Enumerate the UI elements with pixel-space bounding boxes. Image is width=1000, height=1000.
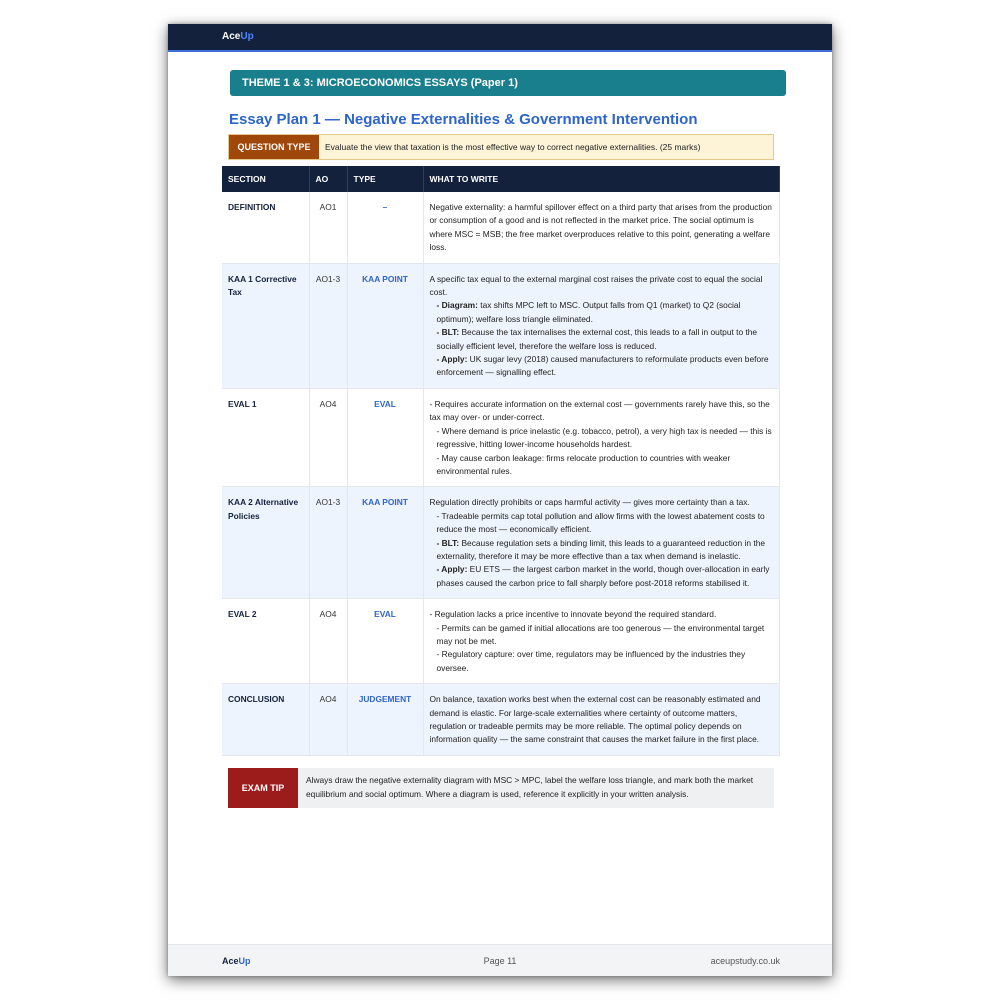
column-header: TYPE [347, 166, 423, 192]
content-line [430, 274, 763, 297]
what-to-write-cell [423, 192, 780, 263]
line-text: tax shifts MPC left to MSC. Output falls from Q1 (market) to Q2 (social optimum); welfare loss triangle eliminated. [436, 300, 741, 324]
what-to-write-cell [423, 599, 780, 684]
table-header-row [222, 166, 780, 192]
content-line [430, 622, 774, 649]
question-text: Evaluate the view that taxation is the most effective way to correct negative externalities. (25 marks) [325, 142, 701, 152]
table-row [222, 599, 780, 684]
ao-cell: AO4 [309, 684, 347, 756]
line-text: Negative externality: a harmful spillover effect on a third party that arises from the production or consumption of a good and is not reflected in the market price. The social optimum is where MSC = MSB; the free market overproduces relative to this point, generating a welfare loss. [429, 202, 772, 253]
brand-logo [222, 31, 254, 42]
line-text: A specific tax equal to the external marginal cost raises the private cost to equal the social cost. [429, 273, 763, 298]
what-to-write-cell [423, 487, 780, 599]
line-text: - Where demand is price inelastic (e.g. tobacco, petrol), a very high tax is needed — this is regressive, hitting lower-income households hardest. [436, 425, 772, 450]
exam-tip-text: Always draw the negative externality diagram with MSC > MPC, label the welfare loss triangle, and mark both the market equilibrium and social optimum. Where a diagram is used, reference it explicitly in your written analysis. [306, 775, 754, 799]
brand-prefix: Ace [222, 31, 241, 42]
content-line [430, 694, 761, 744]
column-header: AO [309, 166, 347, 192]
exam-tip-label: EXAM TIP [228, 768, 298, 808]
section-cell: CONCLUSION [222, 684, 309, 756]
type-cell: KAA POINT [347, 487, 423, 599]
ao-cell: AO1 [309, 192, 347, 263]
line-text: - Regulation lacks a price incentive to innovate beyond the required standard. [429, 609, 717, 620]
essay-title: Essay Plan 1 — Negative Externalities & Government Intervention [229, 111, 698, 128]
footer-url: aceupstudy.co.uk [710, 956, 780, 966]
type-cell: EVAL [347, 599, 423, 684]
line-text: - Requires accurate information on the external cost — governments rarely have this, so the tax may over- or under-correct. [429, 398, 770, 423]
line-text: - Permits can be gamed if initial allocations are too generous — the environmental target may not be met. [436, 622, 765, 646]
section-cell: EVAL 1 [222, 388, 309, 486]
ao-cell: AO4 [309, 599, 347, 684]
question-type-label: QUESTION TYPE [229, 135, 319, 159]
table-row [222, 192, 780, 263]
type-cell: JUDGEMENT [347, 684, 423, 756]
document-page [168, 24, 832, 976]
table-row [222, 388, 780, 486]
content-line [430, 353, 774, 380]
keyword-label: - BLT: [436, 537, 460, 548]
ao-cell: AO1-3 [309, 263, 347, 388]
footer-brand-suffix: Up [238, 956, 251, 966]
line-text: - May cause carbon leakage: firms relocate production to countries with weaker environmental rules. [436, 452, 731, 476]
page-number: Page 11 [483, 956, 517, 966]
content-line [430, 563, 774, 590]
line-text: - Tradeable permits cap total pollution and allow firms with the lowest abatement costs to reduce the most — economically efficient. [436, 510, 765, 535]
content-line [430, 299, 774, 326]
content-line [430, 609, 717, 619]
keyword-label: - Apply: [436, 564, 468, 575]
column-header: WHAT TO WRITE [423, 166, 780, 192]
content-line [430, 425, 774, 452]
theme-banner: THEME 1 & 3: MICROECONOMICS ESSAYS (Paper 1) [230, 70, 786, 96]
table-row [222, 684, 780, 756]
keyword-label: - BLT: [436, 327, 460, 338]
content-line [430, 510, 774, 537]
what-to-write-cell [423, 684, 780, 756]
table-row [222, 487, 780, 599]
line-text: EU ETS — the largest carbon market in the world, though over-allocation in early phases caused the carbon price to fall sharply before post-2018 reforms stabilised it. [436, 564, 770, 588]
line-text: Because the tax internalises the external cost, this leads to a fall in output to the socially efficient level, therefore the welfare loss is reduced. [436, 327, 758, 351]
content-line [430, 452, 774, 479]
what-to-write-cell [423, 263, 780, 388]
content-line [430, 326, 774, 353]
content-line [430, 648, 774, 675]
essay-plan-table [222, 166, 780, 756]
header-bar [168, 24, 832, 52]
type-cell: EVAL [347, 388, 423, 486]
line-text: Regulation directly prohibits or caps harmful activity — gives more certainty than a tax. [429, 497, 750, 508]
section-cell: KAA 1 Corrective Tax [222, 263, 309, 388]
keyword-label: - Diagram: [436, 300, 478, 311]
section-cell: DEFINITION [222, 192, 309, 263]
column-header: SECTION [222, 166, 309, 192]
line-text: - Regulatory capture: over time, regulators may be influenced by the industries they oversee. [436, 649, 746, 673]
line-text: Because regulation sets a binding limit, this leads to a guaranteed reduction in the externality, therefore it may be more effective than a tax when demand is inelastic. [436, 537, 766, 561]
section-cell: KAA 2 Alternative Policies [222, 487, 309, 599]
line-text: UK sugar levy (2018) caused manufacturers to reformulate products even before enforcement — signalling effect. [436, 354, 769, 378]
exam-tip-box [228, 768, 774, 808]
ao-cell: AO4 [309, 388, 347, 486]
line-text: On balance, taxation works best when the external cost can be reasonably estimated and demand is elastic. For large-scale externalities where certainty of outcome matters, regulation or tradeable permits may be more reliable. The optimal policy depends on information quality — the same constraint that causes the market failure in the first place. [429, 694, 761, 745]
table-row [222, 263, 780, 388]
brand-suffix: Up [240, 31, 254, 42]
type-cell: KAA POINT [347, 263, 423, 388]
keyword-label: - Apply: [436, 354, 468, 365]
content-line [430, 537, 774, 564]
type-cell: – [347, 192, 423, 263]
content-line [430, 202, 772, 252]
question-box [228, 134, 774, 160]
footer-brand-prefix: Ace [222, 956, 239, 966]
section-cell: EVAL 2 [222, 599, 309, 684]
content-line [430, 399, 770, 422]
page-footer [168, 944, 832, 976]
ao-cell: AO1-3 [309, 487, 347, 599]
content-line [430, 497, 750, 507]
what-to-write-cell [423, 388, 780, 486]
